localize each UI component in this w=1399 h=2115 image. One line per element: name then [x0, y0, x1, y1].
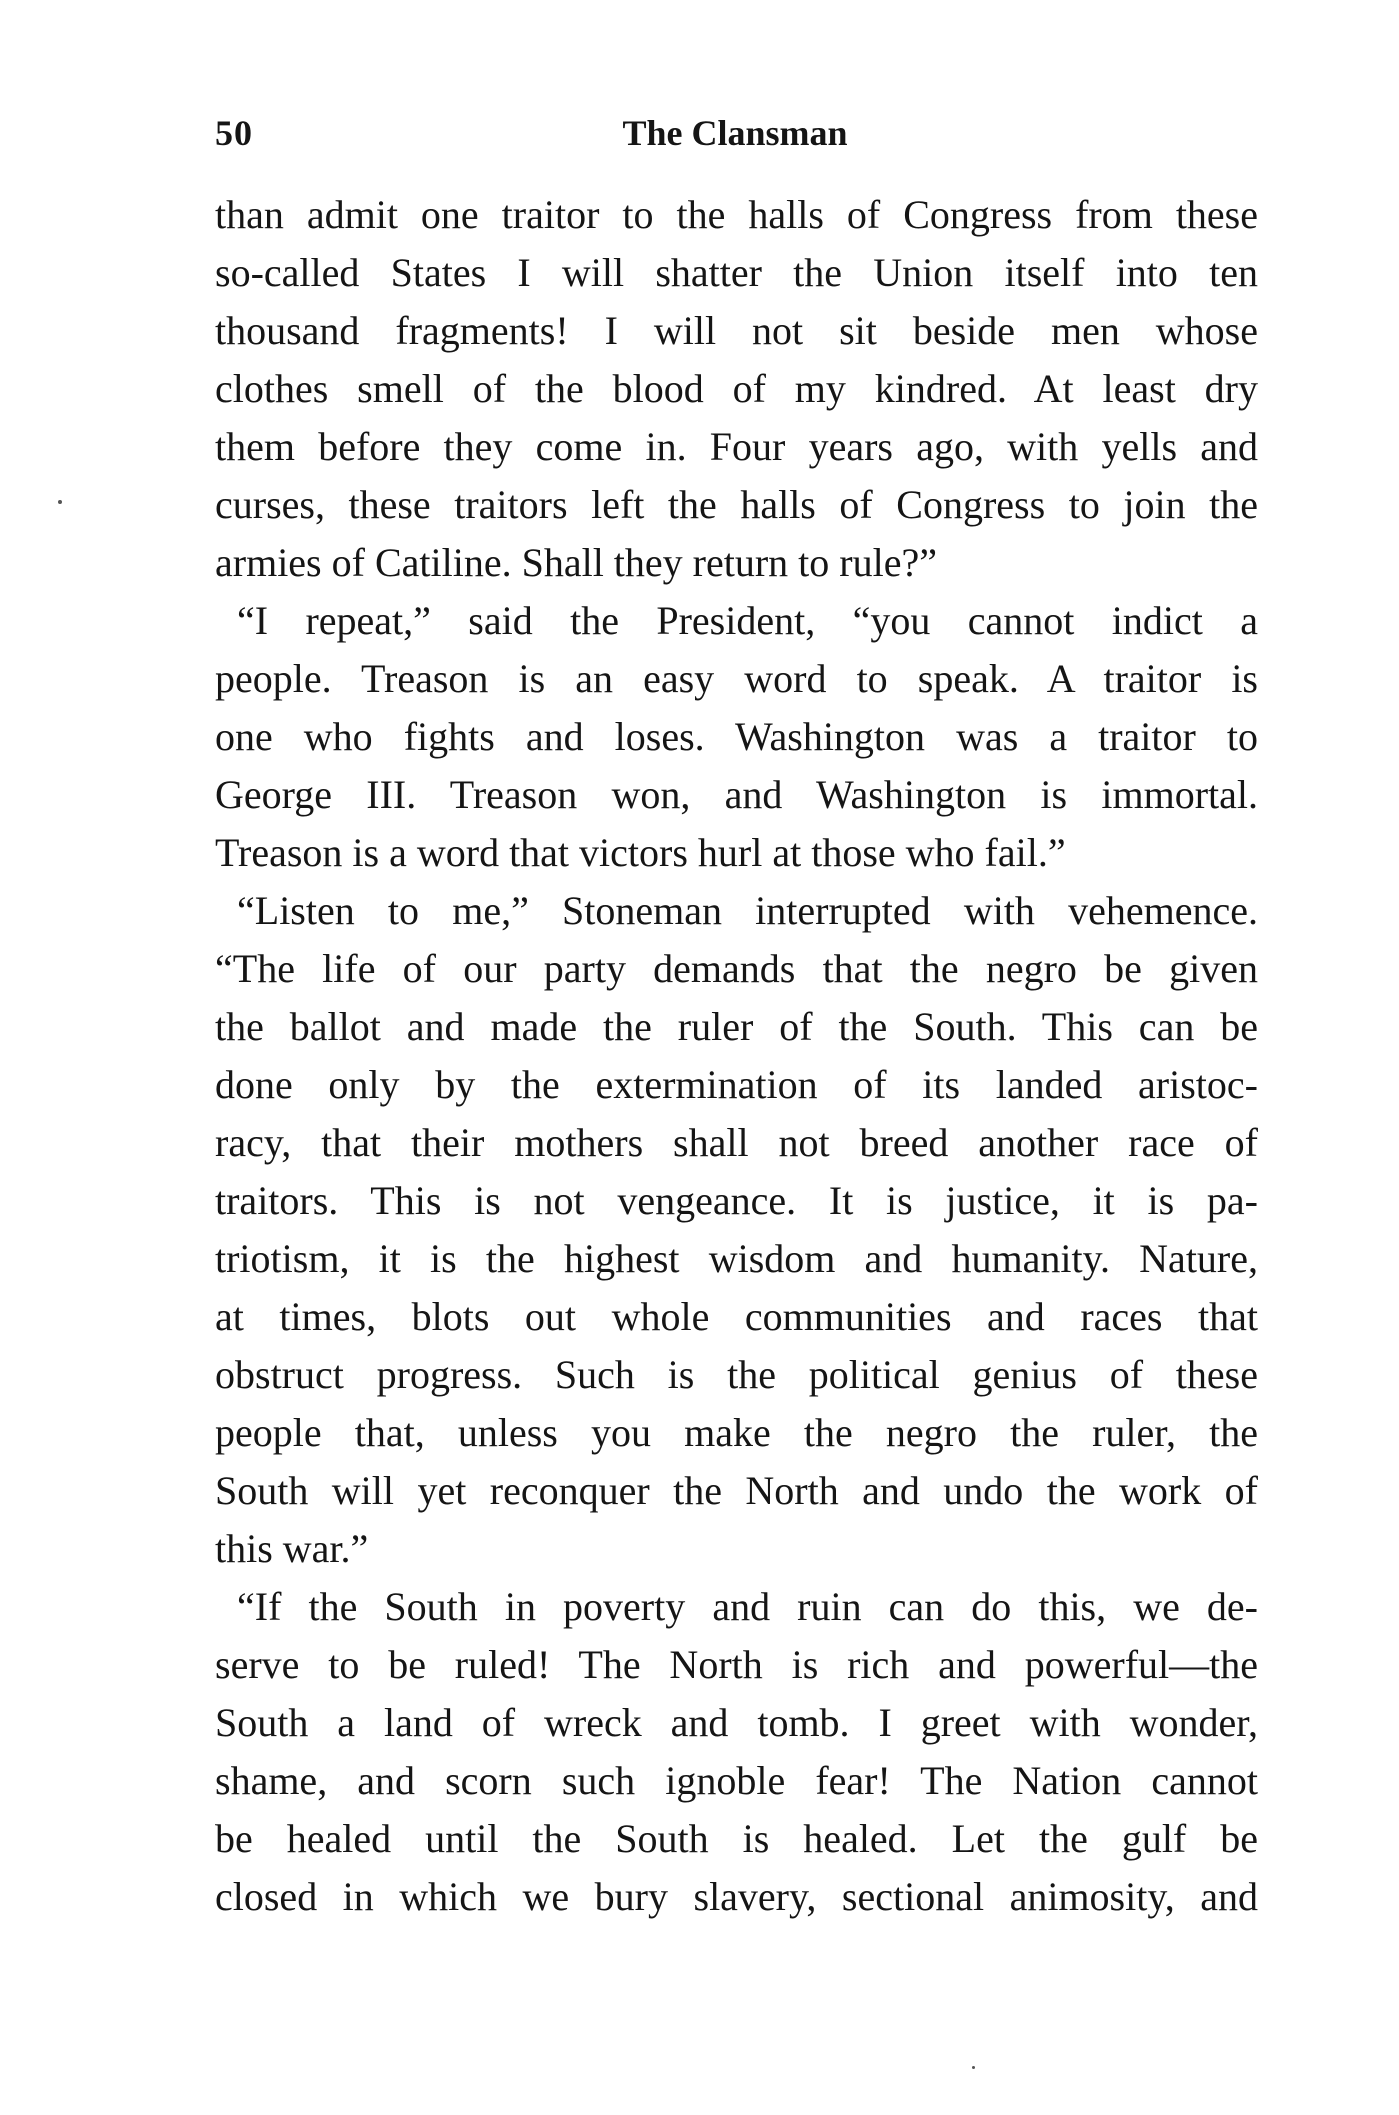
- running-title: The Clansman: [622, 113, 848, 153]
- text-line: one who fights and loses. Washington was a traitor to: [215, 714, 1258, 759]
- text-line: them before they come in. Four years ago, with yells and: [215, 424, 1258, 469]
- text-line: done only by the extermination of its landed aristoc-: [215, 1062, 1258, 1107]
- page-header: [215, 112, 1255, 162]
- text-line: be healed until the South is healed. Let the gulf be: [215, 1816, 1258, 1861]
- text-line: “I repeat,” said the President, “you cannot indict a: [237, 598, 1258, 643]
- text-line: South a land of wreck and tomb. I greet with wonder,: [215, 1700, 1258, 1745]
- text-line: obstruct progress. Such is the political genius of these: [215, 1352, 1258, 1397]
- scan-speck: [972, 2066, 975, 2069]
- page-number: 50: [215, 113, 253, 153]
- text-line: curses, these traitors left the halls of Congress to join the: [215, 482, 1258, 527]
- text-line: George III. Treason won, and Washington is immortal.: [215, 772, 1258, 817]
- body-text: [215, 186, 1258, 1926]
- text-line: traitors. This is not vengeance. It is justice, it is pa-: [215, 1178, 1258, 1223]
- text-line: people that, unless you make the negro the ruler, the: [215, 1410, 1258, 1455]
- text-line: clothes smell of the blood of my kindred. At least dry: [215, 366, 1258, 411]
- text-line: at times, blots out whole communities and races that: [215, 1294, 1258, 1339]
- text-line: shame, and scorn such ignoble fear! The Nation cannot: [215, 1758, 1258, 1803]
- scan-speck: [58, 500, 62, 504]
- text-line: the ballot and made the ruler of the South. This can be: [215, 1004, 1258, 1049]
- text-line: Treason is a word that victors hurl at those who fail.”: [215, 830, 1066, 875]
- text-line: “If the South in poverty and ruin can do this, we de-: [237, 1584, 1258, 1629]
- text-line: “Listen to me,” Stoneman interrupted with vehemence.: [237, 888, 1258, 933]
- text-line: “The life of our party demands that the negro be given: [215, 946, 1258, 991]
- text-line: this war.”: [215, 1526, 369, 1571]
- text-line: South will yet reconquer the North and undo the work of: [215, 1468, 1258, 1513]
- text-line: triotism, it is the highest wisdom and humanity. Nature,: [215, 1236, 1258, 1281]
- text-line: closed in which we bury slavery, sectional animosity, and: [215, 1874, 1258, 1919]
- text-line: thousand fragments! I will not sit beside men whose: [215, 308, 1258, 353]
- text-line: than admit one traitor to the halls of Congress from these: [215, 192, 1258, 237]
- text-line: so-called States I will shatter the Union itself into ten: [215, 250, 1258, 295]
- text-line: racy, that their mothers shall not breed another race of: [215, 1120, 1258, 1165]
- text-line: serve to be ruled! The North is rich and powerful—the: [215, 1642, 1258, 1687]
- text-line: people. Treason is an easy word to speak. A traitor is: [215, 656, 1258, 701]
- text-line: armies of Catiline. Shall they return to rule?”: [215, 540, 937, 585]
